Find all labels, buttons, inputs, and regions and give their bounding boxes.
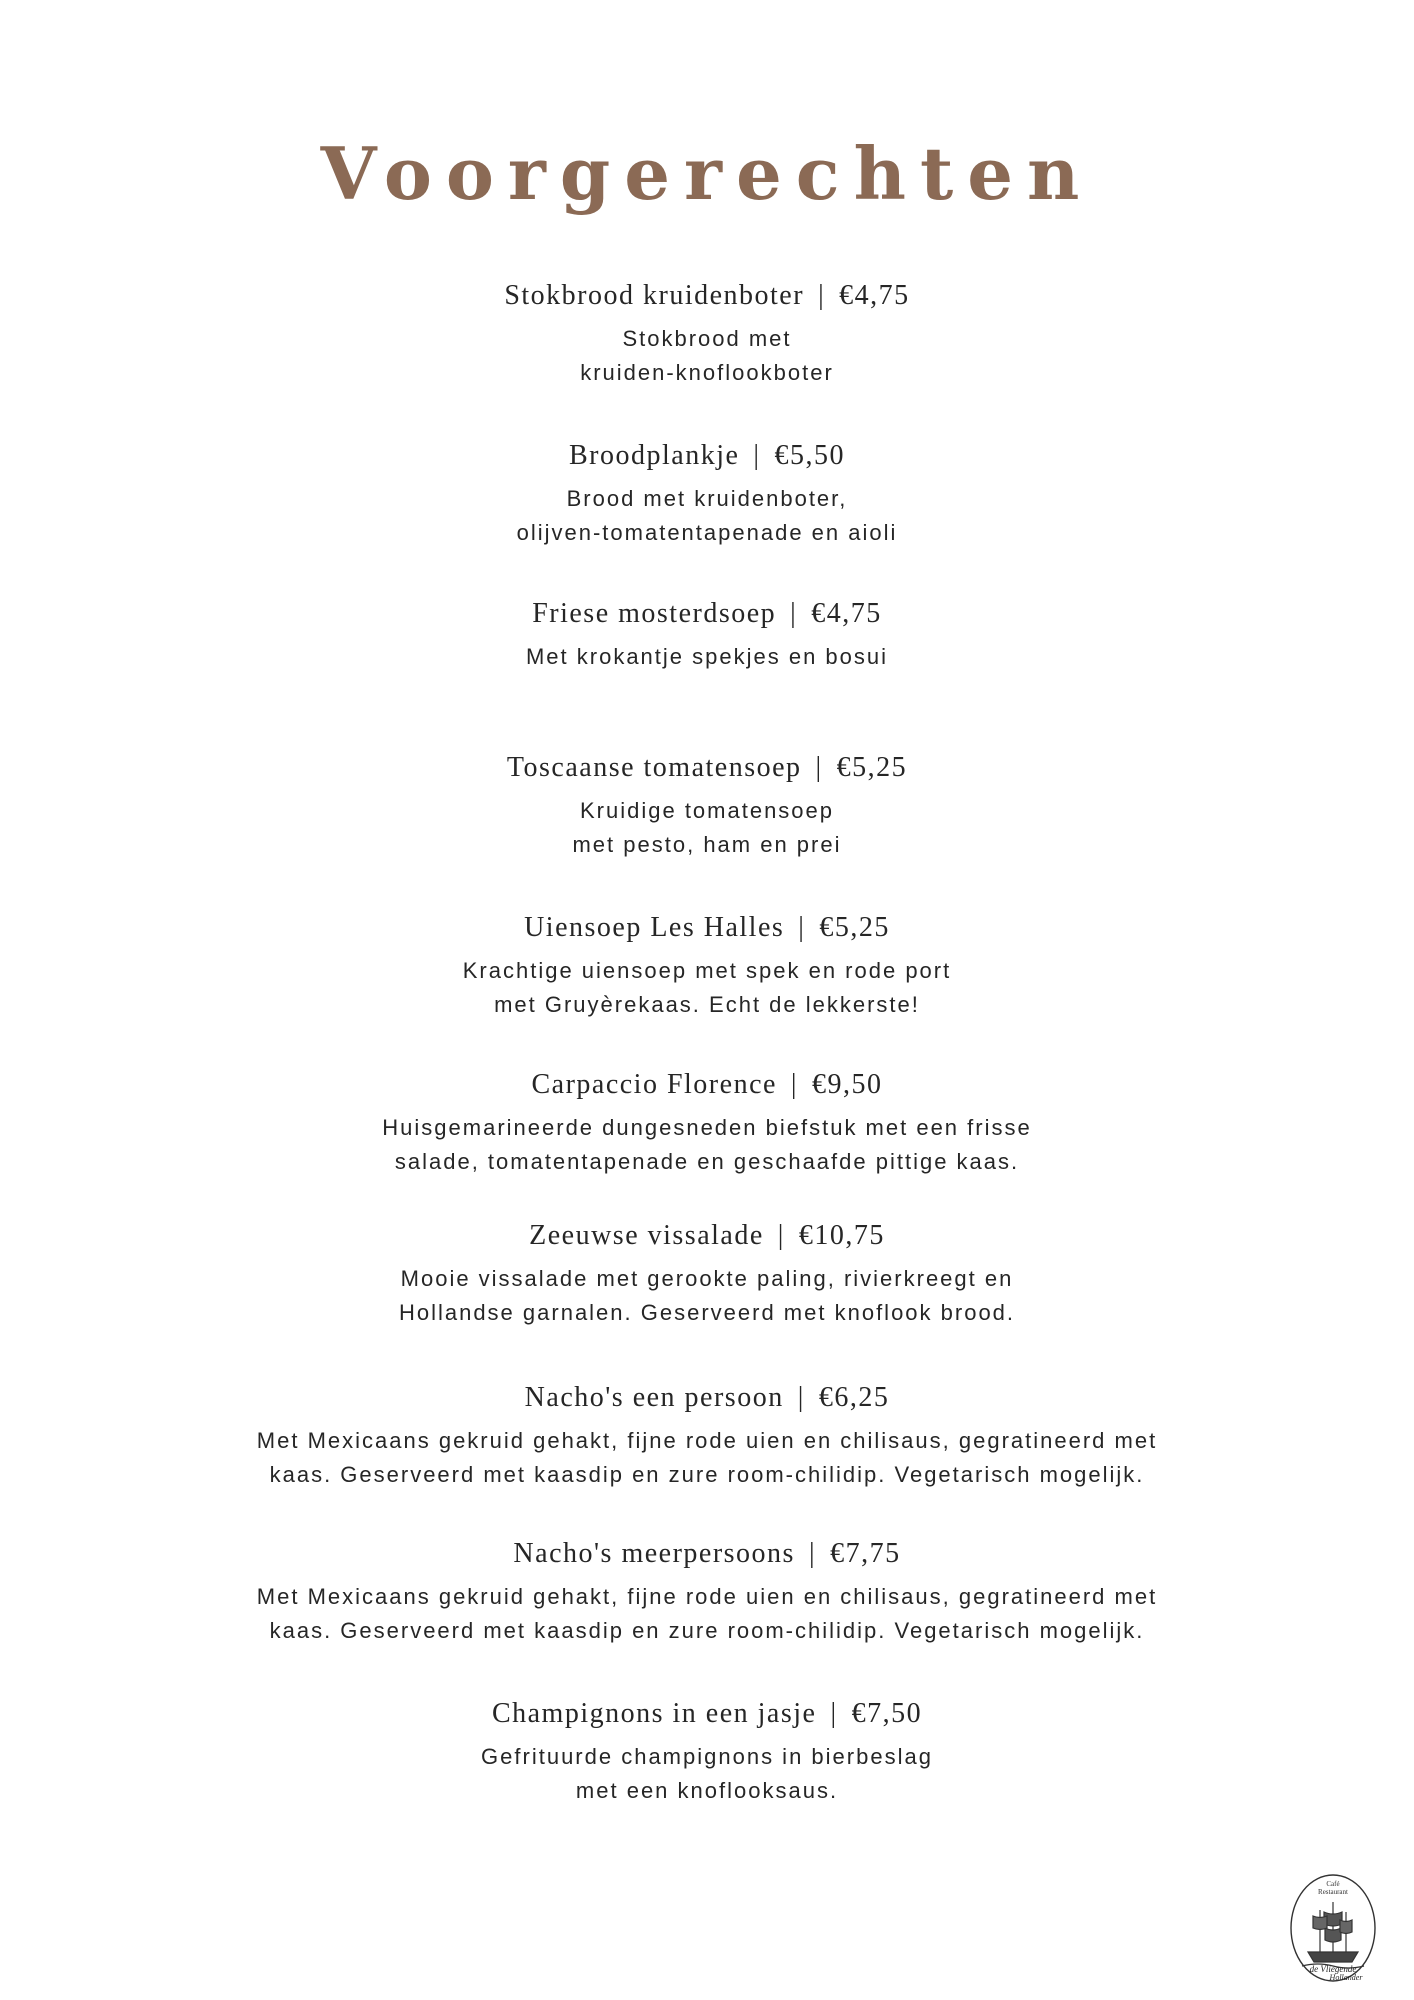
menu-item-description (0, 1111, 1414, 1179)
menu-item-description-line: met een knoflooksaus. (575, 1778, 839, 1803)
menu-item-separator: | (797, 1382, 805, 1413)
menu-item-separator: | (777, 1220, 785, 1251)
menu-item-heading (0, 1218, 1414, 1254)
menu-item (0, 750, 1414, 862)
page-title: Voorgerechten (320, 131, 1094, 216)
menu-item (0, 1380, 1414, 1492)
menu-item-description-line: Huisgemarineerde dungesneden biefstuk met een frisse (382, 1115, 1032, 1140)
sailing-ship-icon (1302, 1902, 1364, 1968)
menu-item-heading (0, 1536, 1414, 1572)
menu-item-heading (0, 278, 1414, 314)
menu-item-description-line: olijven-tomatentapenade en aioli (516, 520, 898, 545)
menu-item-name: Champignons in een jasje (491, 1698, 817, 1729)
restaurant-logo (1288, 1872, 1378, 1984)
menu-item-description (0, 640, 1414, 674)
menu-item-description-line: Mooie vissalade met gerookte paling, rivierkreegt en (400, 1266, 1014, 1291)
menu-item-description (0, 1424, 1414, 1492)
menu-item-name: Zeeuwse vissalade (529, 1220, 764, 1251)
menu-item-price: €5,25 (819, 912, 890, 943)
menu-item-price: €6,25 (818, 1382, 890, 1413)
menu-item-heading (0, 438, 1414, 474)
menu-item-description (0, 1580, 1414, 1648)
menu-item-description (0, 1740, 1414, 1808)
menu-item-description-line: Stokbrood met (622, 326, 792, 351)
menu-item-description-line: Kruidige tomatensoep (579, 798, 835, 823)
menu-item-description (0, 794, 1414, 862)
menu-item-separator: | (815, 752, 823, 783)
menu-item (0, 596, 1414, 674)
menu-item-description-line: met Gruyèrekaas. Echt de lekkerste! (494, 992, 920, 1017)
menu-item (0, 1536, 1414, 1648)
menu-item-name: Toscaanse tomatensoep (506, 752, 802, 783)
menu-item (0, 278, 1414, 390)
menu-item-description-line: salade, tomatentapenade en geschaafde pittige kaas. (394, 1149, 1020, 1174)
menu-item-price: €4,75 (811, 598, 882, 629)
menu-item-separator: | (808, 1538, 817, 1569)
menu-item-description-line: Krachtige uiensoep met spek en rode port (462, 958, 952, 983)
menu-item-separator: | (753, 440, 761, 471)
menu-item (0, 910, 1414, 1022)
menu-item-heading (0, 1067, 1414, 1103)
menu-item-price: €10,75 (798, 1220, 885, 1251)
logo-script-text: de Vliegende (1309, 1964, 1357, 1974)
menu-item-description-line: kaas. Geserveerd met kaasdip en zure room-chilidip. Vegetarisch mogelijk. (269, 1462, 1145, 1487)
menu-item-heading (0, 910, 1414, 946)
menu-item-separator: | (790, 598, 798, 629)
menu-item-price: €7,75 (830, 1538, 901, 1569)
menu-item-description-line: Brood met kruidenboter, (566, 486, 848, 511)
menu-item-name: Carpaccio Florence (531, 1069, 777, 1100)
menu-item-price: €5,50 (774, 440, 846, 471)
menu-item-heading (0, 596, 1414, 632)
menu-item-description (0, 954, 1414, 1022)
menu-item-description-line: Gefrituurde champignons in bierbeslag (481, 1744, 933, 1769)
menu-item-heading (0, 750, 1414, 786)
menu-item-description-line: kaas. Geserveerd met kaasdip en zure room-chilidip. Vegetarisch mogelijk. (269, 1618, 1145, 1643)
menu-item-heading (0, 1380, 1414, 1416)
menu-item-description-line: Met krokantje spekjes en bosui (525, 644, 889, 669)
menu-item-separator: | (790, 1069, 799, 1100)
menu-item-name: Nacho's meerpersoons (513, 1538, 795, 1569)
menu-item (0, 1067, 1414, 1179)
menu-item-description-line: Hollandse garnalen. Geserveerd met knoflook brood. (398, 1300, 1016, 1325)
menu-item-description-line: Met Mexicaans gekruid gehakt, fijne rode uien en chilisaus, gegratineerd met (256, 1428, 1158, 1453)
menu-item-description-line: kruiden-knoflookboter (580, 360, 834, 385)
menu-item-price: €4,75 (839, 280, 910, 311)
logo-top-text-2: Restaurant (1318, 1888, 1348, 1896)
menu-item-separator: | (830, 1698, 838, 1729)
menu-item-description-line: Met Mexicaans gekruid gehakt, fijne rode uien en chilisaus, gegratineerd met (256, 1584, 1158, 1609)
logo-top-text: Café (1326, 1880, 1340, 1888)
menu-item-description (0, 482, 1414, 550)
menu-item-name: Broodplankje (568, 440, 740, 471)
menu-item-description (0, 1262, 1414, 1330)
menu-item (0, 1696, 1414, 1808)
menu-item-description (0, 322, 1414, 390)
menu-item-separator: | (818, 280, 826, 311)
menu-item (0, 1218, 1414, 1330)
menu-item (0, 438, 1414, 550)
menu-item-name: Friese mosterdsoep (532, 598, 777, 629)
menu-item-separator: | (798, 912, 806, 943)
logo-script-text-2: Hollander (1329, 1973, 1363, 1982)
menu-item-heading (0, 1696, 1414, 1732)
menu-item-name: Uiensoep Les Halles (524, 912, 785, 943)
menu-item-price: €9,50 (812, 1069, 883, 1100)
menu-item-price: €5,25 (836, 752, 908, 783)
menu-item-name: Stokbrood kruidenboter (504, 280, 805, 311)
menu-item-description-line: met pesto, ham en prei (572, 832, 842, 857)
menu-item-name: Nacho's een persoon (524, 1382, 784, 1413)
menu-item-price: €7,50 (851, 1698, 923, 1729)
